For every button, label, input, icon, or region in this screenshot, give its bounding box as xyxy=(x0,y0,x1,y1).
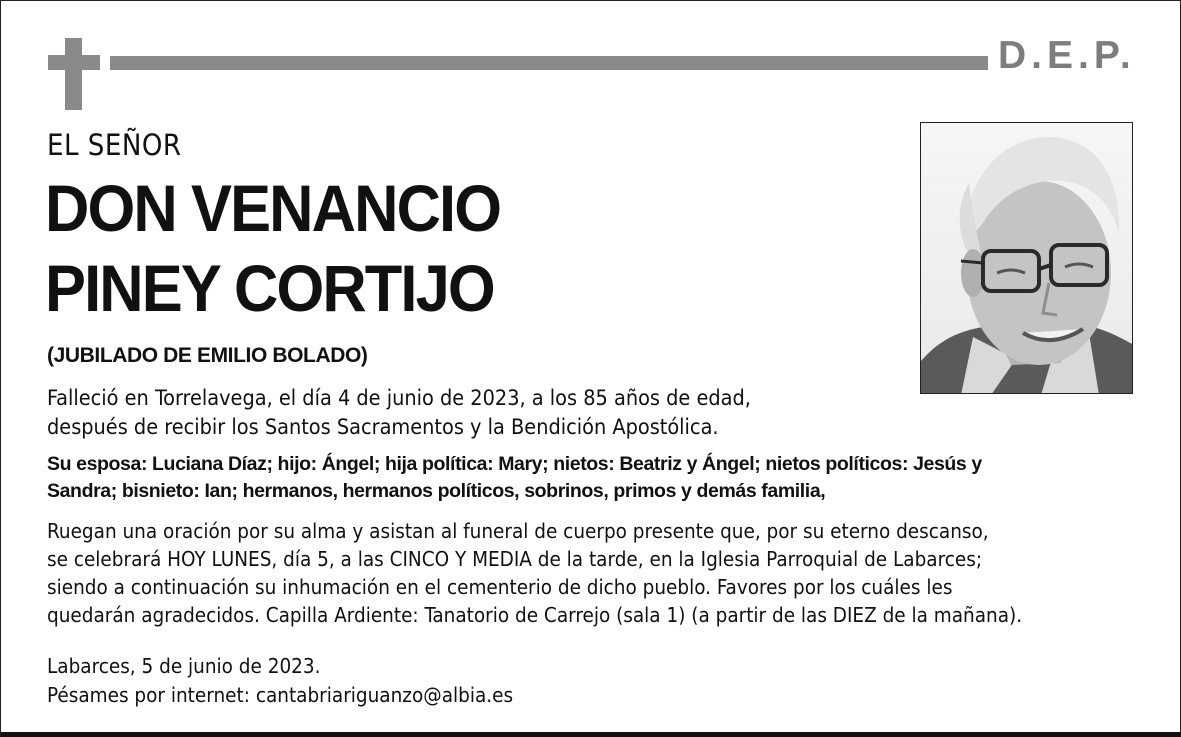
request-line-2: se celebrará HOY LUNES, día 5, a las CINCO Y MEDIA de la tarde, en la Iglesia Parroquial de Labarces; xyxy=(47,547,983,571)
condolences-email: Pésames por internet: cantabriariguanzo@albia.es xyxy=(47,683,514,707)
dep-label: D.E.P. xyxy=(998,34,1136,77)
deceased-name xyxy=(45,168,500,328)
request-line-3: siendo a continuación su inhumación en el cementerio de dicho pueblo. Favores por los cuáles les xyxy=(47,575,953,599)
occupation: (JUBILADO DE EMILIO BOLADO) xyxy=(47,344,368,367)
title-prefix: EL SEÑOR xyxy=(47,128,182,162)
portrait-photo xyxy=(920,122,1133,394)
cross-icon xyxy=(48,38,100,110)
name-line-2: PINEY CORTIJO xyxy=(45,251,494,325)
header-rule xyxy=(110,56,988,70)
family-line-1: Su esposa: Luciana Díaz; hijo: Ángel; hija política: Mary; nietos: Beatriz y Ángel; nietos políticos: Jesús y xyxy=(47,453,982,475)
death-line-2: después de recibir los Santos Sacramentos y la Bendición Apostólica. xyxy=(47,415,719,440)
family-line-2: Sandra; bisnieto: Ian; hermanos, hermanos políticos, sobrinos, primos y demás familia, xyxy=(47,480,826,502)
death-statement xyxy=(47,384,847,442)
place-date: Labarces, 5 de junio de 2023. xyxy=(47,654,321,678)
request-line-1: Ruegan una oración por su alma y asistan al funeral de cuerpo presente que, por su eterno descanso, xyxy=(47,519,989,543)
death-line-1: Falleció en Torrelavega, el día 4 de junio de 2023, a los 85 años de edad, xyxy=(47,386,751,411)
family-list xyxy=(47,451,1157,505)
name-line-1: DON VENANCIO xyxy=(45,171,501,245)
request-line-4: quedarán agradecidos. Capilla Ardiente: Tanatorio de Carrejo (sala 1) (a partir de las DIEZ de la mañana). xyxy=(47,603,1023,627)
funeral-request xyxy=(47,517,1157,629)
